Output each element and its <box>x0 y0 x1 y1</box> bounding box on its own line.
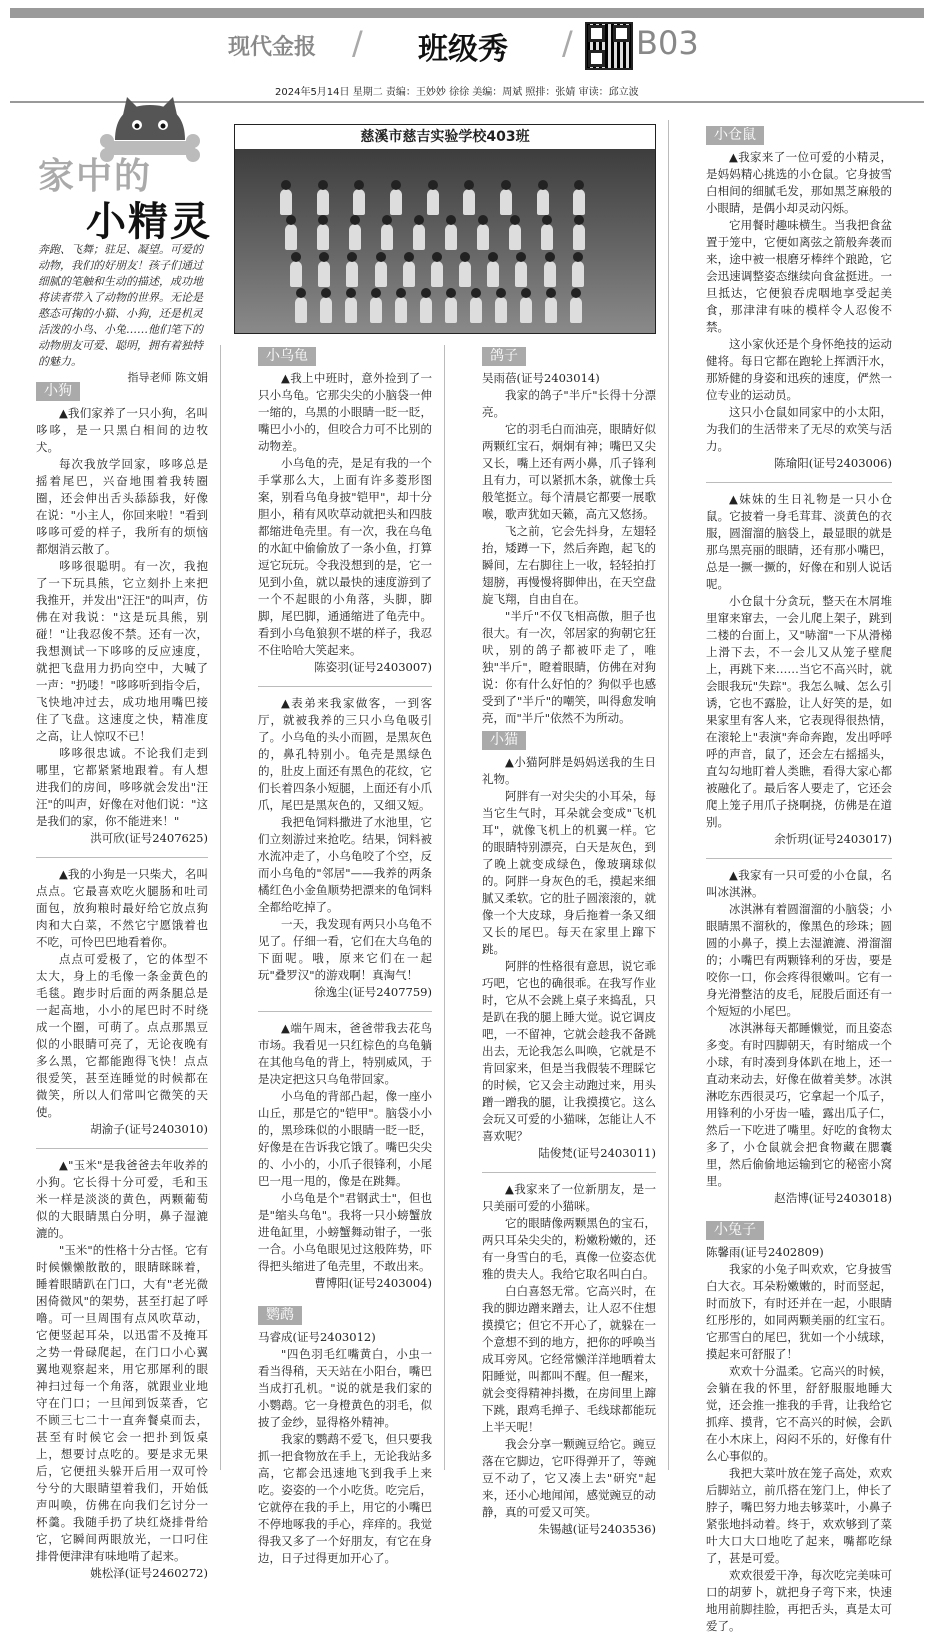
class-photo-image <box>235 149 655 333</box>
article-paragraph: 这小家伙还是个身怀绝技的运动健将。每日它都在跑轮上挥洒汗水，那矫健的身姿和迅疾的速度，俨然一位专业的运动员。 <box>706 337 892 402</box>
article-paragraph: ▲妹妹的生日礼物是一只小仓鼠。它披着一身毛茸茸、淡黄色的衣服，圆溜溜的脑袋上，最显眼的就是那乌黑亮丽的眼睛，还有那小嘴巴，总是一撅一撅的，好像在和别人说话呢。 <box>706 492 892 591</box>
student-figure <box>375 261 387 287</box>
article-signature: 陈姿羽(证号2403007) <box>314 660 432 674</box>
student-figure <box>445 297 457 323</box>
section-heading-cat: 小猫 <box>482 731 526 750</box>
student-figure <box>515 261 527 287</box>
dateline: 2024年5月14日 星期二 责编：王妙妙 徐徐 美编：周斌 照排：张婧 审读：邱立波 <box>275 87 639 98</box>
header-slash: / <box>352 24 363 62</box>
student-figure <box>573 189 585 215</box>
section-heading-hamster: 小仓鼠 <box>706 126 764 145</box>
article-signature: 余忻玥(证号2403017) <box>774 832 892 846</box>
article-paragraph: 欢欢十分温柔。它高兴的时候，会躺在我的怀里，舒舒服服地睡大觉，还会推一推我的手背，让我给它抓痒、摸背，它不高兴的时候，会趴在小木床上，闷闷不乐的，好像有什么心事似的。 <box>706 1364 892 1463</box>
article-paragraph: "玉米"的性格十分古怪。它有时候懒懒散散的，眼睛眯眯着，睡着眼睛趴在门口，大有"老光微困倚微风"的架势，甚至打起了呼噜。可一旦周围有点风吹草动，它便竖起耳朵，以迅雷不及掩耳之势一骨碌爬起，在门口小心翼翼地观察起来，用它那犀利的眼神扫过每一个角落，就跟业业地守在门口；一旦闻到饭菜香，它不顾三七二十一直奔餐桌而去，甚至有时候它会一把扑到饭桌上，想要讨点吃的。要是求无果后，它便扭头躲开后用一双可怜兮兮的大眼睛望着我们，开始低声叫唤，仿佛在向我们乞讨分一杯羹。我随手扔了块红烧排骨给它，它瞬间两眼放光，一口叼住排骨便津津有味地啃了起来。 <box>36 1243 208 1563</box>
article-divider <box>36 857 208 858</box>
column-2 <box>258 343 432 1565</box>
student-figure <box>427 189 439 215</box>
student-figure <box>459 261 471 287</box>
intro-text: 奔跑、飞舞；驻足、凝望。可爱的动物，我们的好朋友！孩子们通过细腻的笔触和生动的描述，成功地将读者带入了动物的世界。无论是憨态可掬的小猫、小狗，还是机灵活泼的小鸟、小兔……他们笔下的动物朋友可爱、聪明，拥有着独特的魅力。 <box>38 243 203 368</box>
student-figure <box>570 297 582 323</box>
column-divider <box>668 120 669 1470</box>
article-signature: 徐逸尘(证号2407759) <box>314 985 432 999</box>
header-slash: / <box>562 24 573 62</box>
top-gray-bar <box>10 8 924 18</box>
class-photo <box>234 124 656 334</box>
student-figure <box>317 224 329 250</box>
article-divider <box>36 1148 208 1149</box>
section-name: 班级秀 <box>418 32 508 67</box>
student-figure <box>509 224 521 250</box>
article-paragraph: 我会分享一颗豌豆给它。豌豆落在它脚边，它吓得弹开了，等豌豆不动了，它又凑上去"研究"起来，还小心地闻闻，感觉豌豆的动静，真的可爱又可笑。 <box>482 1437 656 1519</box>
article-paragraph: 飞之前，它会先抖身，左翅轻抬，矮蹲一下，然后奔跑，起飞的瞬间，左右脚往上一收，轻轻拍打翅膀，再慢慢将脚伸出，在天空盘旋飞翔，自由自在。 <box>482 524 656 606</box>
student-figure <box>500 189 512 215</box>
article-paragraph: 我家的鸽子"半斤"长得十分漂亮。 <box>482 388 656 419</box>
article-signature: 陈瑜阳(证号2403006) <box>774 456 892 470</box>
article-list <box>36 405 208 1582</box>
article-paragraph: 它的羽毛白而油亮，眼睛好似两颗红宝石，炯炯有神；嘴巴又尖又长，嘴上还有两小鼻，爪子锋利且有力，可以紧抓木条，就像士兵般笔挺立。每个清晨它都要一展歌喉，歌声犹如天籁，高亢又悠扬。 <box>482 422 656 521</box>
article-paragraph: ▲我家来了一位可爱的小精灵，是妈妈精心挑选的小仓鼠。它身披雪白相间的细腻毛发，那如黑芝麻般的小眼睛，是偶小却灵动闪烁。 <box>706 150 892 215</box>
student-figure <box>572 261 584 287</box>
student-figure <box>545 297 557 323</box>
student-figure <box>413 224 425 250</box>
section-heading-turtle: 小乌龟 <box>258 347 316 366</box>
student-figure <box>318 261 330 287</box>
section-heading-dog: 小狗 <box>36 382 80 401</box>
article-paragraph: 这只小仓鼠如同家中的小太阳，为我们的生活带来了无尽的欢笑与活力。 <box>706 405 892 453</box>
student-figure <box>541 224 553 250</box>
feature-title-line2: 小精灵 <box>86 199 212 245</box>
feature-intro <box>38 242 208 386</box>
student-figure <box>470 297 482 323</box>
article-paragraph: 每次我放学回家，哆哆总是摇着尾巴，兴奋地围着我转圈圈，还会伸出舌头舔舔我，好像在说："小主人，你回来啦！"看到哆哆可爱的样子，我所有的烦恼都烟消云散了。 <box>36 457 208 556</box>
photo-caption: 慈溪市慈吉实验学校403班 <box>235 125 655 149</box>
article-paragraph: 冰淇淋有着圆溜溜的小脑袋；小眼睛黑不溜秋的，像黑色的珍珠；圆圆的小鼻子，摸上去湿漉漉、滑溜溜的；小嘴巴有两颗锋利的牙齿，要是咬你一口，你会疼得很嫩叫。它有一身光滑整洁的皮毛，屁股后面还有一个短短的小尾巴。 <box>706 902 892 1018</box>
article-paragraph: 阿胖有一对尖尖的小耳朵，每当它生气时，耳朵就会变成"飞机耳"，就像飞机上的机翼一样。它的眼睛特别漂亮，白天是灰色，到了晚上就变成绿色，像玻璃球似的。阿胖一身灰色的毛，摸起来细腻又柔软。它的肚子圆滚滚的，就像一个大皮球，身后拖着一条又细又长的尾巴。每天在家里上蹿下跳。 <box>482 789 656 956</box>
article-signature: 洪可欣(证号2407625) <box>90 831 208 845</box>
article-paragraph: 哆哆很聪明。有一次，我抱了一下玩具熊，它立刻扑上来把我推开，并发出"汪汪"的叫声，仿佛在对我说："这是玩具熊，别碰！"让我忍俊不禁。还有一次，我想测试一下哆哆的反应速度，就把飞盘用力扔向空中，大喊了一声："扔喽！"哆哆听到指令后，飞快地冲过去，成功地用嘴巴接住了飞盘。这速度之快，精准度之高，让人惊叹不已！ <box>36 559 208 743</box>
student-figure <box>463 189 475 215</box>
article-paragraph: 欢欢很爱干净，每次吃完美味可口的胡萝卜，就把身子弯下来，快速地用前脚挂脸，再把舌头，真是太可爱了。 <box>706 1568 892 1633</box>
article-paragraph: 一天，我发现有两只小乌龟不见了。仔细一看，它们在大乌龟的下面呢。哦，原来它们在一起玩"叠罗汉"的游戏啊！真淘气！ <box>258 917 432 982</box>
article-paragraph: 我家的鹦鹉不爱飞，但只要我抓一把食物放在手上，无论我站多高，它都会迅速地飞到我手上来吃。姿姿的一个小吃货。吃完后，它就停在我的手上，用它的小嘴巴不停地啄我的手心，痒痒的。我觉得我又多了一个好朋友，有它在身边，日子过得更加开心了。 <box>258 1432 432 1565</box>
article-divider <box>706 482 892 483</box>
article-signature: 陆俊梵(证号2403011) <box>538 1146 656 1160</box>
section-heading-parrot: 鹦鹉 <box>258 1306 302 1325</box>
article-paragraph: 我家的小兔子叫欢欢，它身披雪白大衣。耳朵粉嫩嫩的，时而竖起，时而放下，有时还并在一起，小眼睛红彤彤的，如同两颗美丽的红宝石。它那雪白的尾巴，犹如一个小绒球，摸起来可舒服了！ <box>706 1262 892 1361</box>
article-paragraph: 它用餐时趣味横生。当我把食盆置于笼中，它便如离弦之箭般奔袭而来，途中被一根磨牙棒绊个踉跄，它会迅速调整姿态继续向食盆挺进。一旦抵达，它便狼吞虎咽地享受起美食，那津津有味的模样令人忍俊不禁。 <box>706 218 892 334</box>
article-paragraph: ▲端午周末，爸爸带我去花鸟市场。我看见一只红棕色的乌龟躺在其他乌龟的背上，特别威风，于是决定把这只乌龟带回家。 <box>258 1021 432 1086</box>
article-paragraph: 小乌龟的背部凸起，像一座小山丘，那是它的"铠甲"。脑袋小小的，黑珍珠似的小眼睛一眨一眨，好像是在告诉我它饿了。嘴巴尖尖的、小小的，小爪子很锋利，小尾巴一甩一甩的，像是在跳舞。 <box>258 1089 432 1188</box>
article-paragraph: "四色羽毛红嘴黄白，小虫一看当得稍，天天站在小阳台，嘴巴当成打孔机。"说的就是我们家的小鹦鹉。它一身橙黄色的羽毛，似披了金纱，显得格外精神。 <box>258 1347 432 1429</box>
student-figure <box>285 224 297 250</box>
article-paragraph: 冰淇淋每天都睡懒觉，而且姿态多变。有时四脚朝天，有时缩成一个小球，有时凑到身体趴在地上，还一直动来动去，好像在做着美梦。冰淇淋吃东西很灵巧，它拿起一个瓜子，用锋利的小牙齿一嗑，露出瓜子仁，然后一下吃进了嘴里。好吃的食物太多了，小仓鼠就会把食物藏在腮囊里，然后偷偷地运输到它的秘密小窝里。 <box>706 1021 892 1188</box>
column-4 <box>706 122 892 1633</box>
article-paragraph: ▲我家来了一位新朋友，是一只美丽可爱的小猫咪。 <box>482 1182 656 1213</box>
article-paragraph: 我把大菜叶放在笼子高处，欢欢后脚站立，前爪搭在笼门上，伸长了脖子，嘴巴努力地去够菜叶，小鼻子紧张地抖动着。终于，欢欢够到了菜叶大口大口地吃了起来，嘴都吃绿了，甚是可爱。 <box>706 1466 892 1565</box>
article-paragraph: ▲我们家养了一只小狗，名叫哆哆，是一只黑白相间的边牧犬。 <box>36 406 208 454</box>
paper-name: 现代金报 <box>228 35 317 60</box>
article-paragraph: 小乌龟的壳，是足有我的一个手掌那么大，上面有许多菱形图案，别看乌龟身披"铠甲"，却十分胆小，稍有风吹草动就把头和四肢都缩进龟壳里。有一次，我在乌龟的水缸中偷偷放了一条小鱼，打算逗它玩玩。令我没想到的是，它一见到小鱼，就以最快的速度游到了一个不起眼的小角落，头脚，脚脚，尾巴脚，通通缩进了龟壳中。看到小乌龟狼狈不堪的样子，我忍不住哈哈大笑起来。 <box>258 456 432 657</box>
section-heading-pigeon: 鸽子 <box>482 347 526 366</box>
article-paragraph: 小仓鼠十分贪玩，整天在木屑堆里窜来窜去，一会儿爬上架子，跳到二楼的台面上，又"哧溜"一下从滑梯上滑下去，不一会儿又从笼子壁爬上，再跳下来……当它不高兴时，就会眼我玩"失踪"。我怎么喊、怎么引诱，它也不露脸，让人好笑的是，如果家里有客人来，它表现得很热情，在滚轮上"表演"奔命奔跑，发出呼呼呼的声音，鼠了，还会左右摇摇头，直勾勾地盯着人类瞧，看得大家心都被融化了。最后客人要走了，它还会爬上笼子用爪子挠啊挠，仿佛是在道别。 <box>706 594 892 829</box>
student-figure <box>487 261 499 287</box>
article-signature: 赵浩博(证号2403018) <box>774 1191 892 1205</box>
article-list <box>258 370 432 1292</box>
student-figure <box>544 261 556 287</box>
student-figure <box>431 261 443 287</box>
student-figure <box>537 189 549 215</box>
article-paragraph: 我把龟饲料撒进了水池里，它们立刻游过来抢吃。结果，饲料被水流冲走了，小乌龟咬了个空，反而小乌龟的"邻居"——我养的两条橘红色小金鱼顺势把漂来的龟饲料全都给吃掉了。 <box>258 815 432 914</box>
article-divider <box>482 1172 656 1173</box>
article-divider <box>258 686 432 687</box>
article-list <box>482 370 656 727</box>
student-figure <box>420 297 432 323</box>
article-list <box>258 1329 432 1567</box>
student-figure <box>353 189 365 215</box>
article-divider <box>258 1011 432 1012</box>
student-figure <box>370 297 382 323</box>
article-byline: 马睿成(证号2403012) <box>258 1330 376 1344</box>
article-paragraph: 白白喜怒无常。它高兴时，在我的脚边蹭来蹭去，让人忍不住想摸摸它；但它不开心了，就躲在一个意想不到的地方，把你的呼唤当成耳旁风。它经常懒洋洋地晒着太阳睡觉，叫都叫不醒。但一醒来，就会变得精神抖擞，在房间里上蹿下跳，跟鸡毛掸子、毛线球都能玩上半天呢！ <box>482 1284 656 1434</box>
article-signature: 胡渝子(证号2403010) <box>90 1122 208 1136</box>
article-paragraph: ▲我的小狗是一只柴犬，名叫点点。它最喜欢吃火腿肠和吐司面包，放狗粮时最好给它放点狗肉和大白菜，不然它宁愿饿着也不吃，可怜巴巴地看着你。 <box>36 867 208 949</box>
article-list <box>706 149 892 1207</box>
student-figure <box>477 224 489 250</box>
student-figure <box>520 297 532 323</box>
column-3 <box>482 343 656 1536</box>
student-figure <box>349 224 361 250</box>
student-figure <box>445 224 457 250</box>
article-paragraph: ▲我家有一只可爱的小仓鼠，名叫冰淇淋。 <box>706 868 892 899</box>
student-figure <box>280 189 292 215</box>
teacher-credit: 指导老师 陈文娟 <box>127 371 208 384</box>
section-heading-rabbit: 小兔子 <box>706 1221 764 1240</box>
student-figure <box>345 297 357 323</box>
student-figure <box>573 224 585 250</box>
article-list <box>482 754 656 1538</box>
article-signature: 曹博阳(证号2403004) <box>314 1276 432 1290</box>
article-paragraph: 小乌龟是个"君钢武士"，但也是"缩头乌龟"。我将一只小螃蟹放进龟缸里，小螃蟹舞动钳子，一张一合。小乌龟眼见过这般阵势，吓得把头缩进了龟壳里，不敢出来。 <box>258 1191 432 1273</box>
student-figure <box>346 261 358 287</box>
article-byline: 吴雨蓓(证号2403014) <box>482 371 600 385</box>
student-figure <box>290 261 302 287</box>
student-figure <box>317 189 329 215</box>
article-paragraph: 阿胖的性格很有意思，说它乖巧吧，它也的确很乖。在我写作业时，它从不会跳上桌子来捣乱，只是趴在我的腿上睡大觉。说它调皮吧，一不留神，它就会趁我不备跳出去，无论我怎么叫唤，它就是不肯回家来，但是当我假装不理睬它的时候，它又会主动跑过来，用头蹭一蹭我的腿，让我摸摸它。这么会玩又可爱的小猫咪，怎能让人不喜欢呢？ <box>482 959 656 1143</box>
article-signature: 朱锡越(证号2403536) <box>538 1522 656 1536</box>
feature-title-line1: 家中的 <box>38 156 153 197</box>
student-figure <box>295 297 307 323</box>
page-number: B03 <box>636 24 699 62</box>
article-paragraph: 哆哆很忠诚。不论我们走到哪里，它都紧紧地跟着。有人想进我们的房间，哆哆就会发出"汪汪"的叫声，好像在对他们说："这是我们的家，你不能进来！" <box>36 746 208 828</box>
student-figure <box>390 189 402 215</box>
student-figure <box>395 297 407 323</box>
article-paragraph: "半斤"不仅飞相高傲，胆子也很大。有一次，邻居家的狗朝它狂吠，别的鸽子都被吓走了，唯独"半斤"，瞪着眼睛，仿佛在对狗说：你有什么好怕的？狗似乎也感受到了"半斤"的嘲笑，叫得愈发响亮，而"半斤"依然不为所动。 <box>482 609 656 725</box>
article-paragraph: ▲小猫阿胖是妈妈送我的生日礼物。 <box>482 755 656 786</box>
student-figure <box>403 261 415 287</box>
student-figure <box>320 297 332 323</box>
article-paragraph: 它的眼睛像两颗黑色的宝石，两只耳朵尖尖的，粉嫩粉嫩的，还有一身雪白的毛，真像一位姿态优雅的贵夫人。我给它取名叫白白。 <box>482 1216 656 1281</box>
article-divider <box>706 858 892 859</box>
article-signature: 姚松泽(证号2460272) <box>90 1566 208 1580</box>
column-divider <box>444 345 445 1470</box>
column-1 <box>36 378 208 1580</box>
article-paragraph: ▲我上中班时，意外捡到了一只小乌龟。它那尖尖的小脑袋一伸一缩的，乌黑的小眼睛一眨一眨，嘴巴小小的，但咬合力可不比别的动物差。 <box>258 371 432 453</box>
article-list <box>706 1244 892 1635</box>
column-divider <box>220 345 221 1470</box>
article-paragraph: ▲"玉米"是我爸爸去年收养的小狗。它长得十分可爱，毛和玉米一样是淡淡的黄色，两颗葡萄似的大眼睛黑白分明，鼻子湿漉漉的。 <box>36 1158 208 1240</box>
student-figure <box>381 224 393 250</box>
student-figure <box>495 297 507 323</box>
article-paragraph: ▲表弟来我家做客，一到客厅，就被我养的三只小乌龟吸引了。小乌龟的头小而圆，是黑灰色的，鼻孔特别小。龟壳是黑绿色的，肚皮上面还有黑色的花纹，它们长着四条小短腿，上面还有小爪爪，尾巴是黑灰色的，又细又短。 <box>258 696 432 812</box>
qr-code-icon <box>585 22 633 70</box>
article-byline: 陈馨雨(证号2402809) <box>706 1245 824 1259</box>
article-paragraph: 点点可爱极了，它的体型不太大，身上的毛像一条金黄色的毛毯。跑步时后面的两条腿总是一起高地，小小的尾巴时不时绕成一个圈，可萌了。点点那黑豆似的小眼睛可亮了，无论夜晚有多么黑，它都能跑得飞快！点点很爱笑，甚至连睡觉的时候都在微笑，所以人们常叫它微笑的天使。 <box>36 952 208 1119</box>
